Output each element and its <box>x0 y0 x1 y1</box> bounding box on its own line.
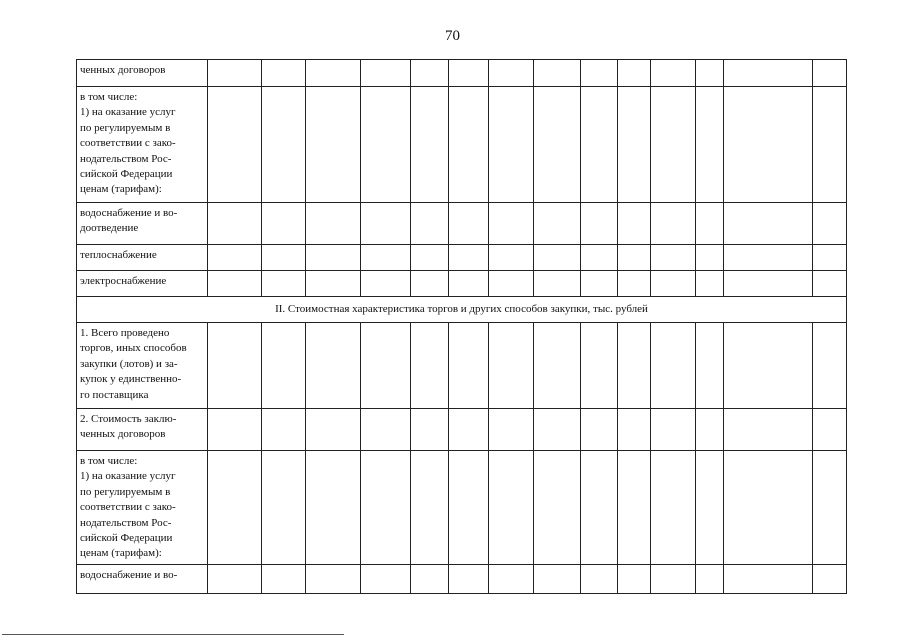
table-cell <box>208 409 262 451</box>
table-cell <box>306 245 361 271</box>
table-cell <box>618 87 651 203</box>
procurement-form-table <box>76 59 847 594</box>
table-cell <box>208 245 262 271</box>
table-cell <box>306 60 361 87</box>
row-label: теплоснабжение <box>77 245 208 271</box>
table-cell <box>411 323 449 409</box>
table-cell <box>724 60 813 87</box>
row-label: в том числе: 1) на оказание услуг по регулируемым в соответствии с зако- нодательством Рос- сийской Федерации ценам (тарифам): <box>77 451 208 565</box>
table-cell <box>489 203 534 245</box>
table-cell <box>696 271 724 297</box>
table-row <box>77 565 847 594</box>
table-cell <box>651 409 696 451</box>
table-cell <box>696 60 724 87</box>
table-cell <box>581 203 618 245</box>
table-cell <box>724 323 813 409</box>
row-label: водоснабжение и во- доотведение <box>77 203 208 245</box>
table-cell <box>306 271 361 297</box>
table-cell <box>489 565 534 594</box>
table-cell <box>449 271 489 297</box>
table-row <box>77 451 847 565</box>
table-cell <box>651 323 696 409</box>
table-row <box>77 271 847 297</box>
table-cell <box>581 565 618 594</box>
table-cell <box>618 451 651 565</box>
table-cell <box>208 203 262 245</box>
table-cell <box>262 60 306 87</box>
table-cell <box>581 271 618 297</box>
table-cell <box>411 245 449 271</box>
footnote-rule <box>2 634 344 635</box>
table-cell <box>489 245 534 271</box>
table-cell <box>411 203 449 245</box>
section-heading: II. Стоимостная характеристика торгов и других способов закупки, тыс. рублей <box>77 297 847 323</box>
table-cell <box>262 245 306 271</box>
table-cell <box>813 451 847 565</box>
table-cell <box>696 203 724 245</box>
table-cell <box>449 323 489 409</box>
table-cell <box>449 565 489 594</box>
table-cell <box>208 87 262 203</box>
table-cell <box>651 565 696 594</box>
table-cell <box>651 60 696 87</box>
table-cell <box>449 409 489 451</box>
table-cell <box>534 565 581 594</box>
table-row <box>77 323 847 409</box>
table-cell <box>696 245 724 271</box>
table-cell <box>306 203 361 245</box>
table-cell <box>618 323 651 409</box>
table-cell <box>724 245 813 271</box>
table-cell <box>813 203 847 245</box>
table-cell <box>489 323 534 409</box>
table-cell <box>208 451 262 565</box>
row-label: ченных договоров <box>77 60 208 87</box>
table-cell <box>208 565 262 594</box>
table-cell <box>489 451 534 565</box>
table-cell <box>361 565 411 594</box>
table-cell <box>361 245 411 271</box>
table-cell <box>813 565 847 594</box>
table-row <box>77 87 847 203</box>
table-cell <box>813 87 847 203</box>
table-cell <box>262 451 306 565</box>
table-cell <box>813 323 847 409</box>
table-cell <box>208 60 262 87</box>
table-cell <box>618 271 651 297</box>
table-row <box>77 203 847 245</box>
table-cell <box>306 409 361 451</box>
table-cell <box>581 245 618 271</box>
table-row <box>77 60 847 87</box>
table-cell <box>534 87 581 203</box>
table-cell <box>262 271 306 297</box>
table-cell <box>361 271 411 297</box>
table-cell <box>724 451 813 565</box>
table-cell <box>696 565 724 594</box>
table-cell <box>534 409 581 451</box>
table-row <box>77 409 847 451</box>
table-cell <box>262 87 306 203</box>
table-cell <box>651 451 696 565</box>
table-cell <box>262 203 306 245</box>
table-cell <box>361 60 411 87</box>
table-cell <box>306 451 361 565</box>
table-cell <box>651 245 696 271</box>
table-cell <box>411 409 449 451</box>
table-cell <box>262 565 306 594</box>
row-label: 2. Стоимость заклю- ченных договоров <box>77 409 208 451</box>
table-cell <box>361 87 411 203</box>
table-cell <box>361 409 411 451</box>
table-cell <box>618 245 651 271</box>
row-label: в том числе: 1) на оказание услуг по регулируемым в соответствии с зако- нодательством Рос- сийской Федерации ценам (тарифам): <box>77 87 208 203</box>
table-cell <box>361 323 411 409</box>
table-cell <box>696 87 724 203</box>
table-cell <box>696 323 724 409</box>
table-cell <box>618 203 651 245</box>
table-cell <box>534 451 581 565</box>
table-cell <box>489 87 534 203</box>
table-cell <box>813 409 847 451</box>
table-cell <box>449 60 489 87</box>
table-cell <box>581 323 618 409</box>
table-cell <box>534 203 581 245</box>
section-heading-row <box>77 297 847 323</box>
table-cell <box>411 271 449 297</box>
table-cell <box>449 87 489 203</box>
table-cell <box>651 271 696 297</box>
table-cell <box>651 87 696 203</box>
table-cell <box>651 203 696 245</box>
table-cell <box>489 271 534 297</box>
table-cell <box>262 409 306 451</box>
table-cell <box>724 203 813 245</box>
table-row <box>77 245 847 271</box>
page-number: 70 <box>445 28 460 44</box>
table-cell <box>813 245 847 271</box>
table-cell <box>262 323 306 409</box>
row-label: электроснабжение <box>77 271 208 297</box>
table-cell <box>724 271 813 297</box>
table-cell <box>581 60 618 87</box>
table-cell <box>618 60 651 87</box>
table-cell <box>534 323 581 409</box>
table-cell <box>489 409 534 451</box>
table-cell <box>534 60 581 87</box>
table-cell <box>813 60 847 87</box>
table-cell <box>306 323 361 409</box>
table-cell <box>208 323 262 409</box>
table-cell <box>306 87 361 203</box>
row-label: 1. Всего проведено торгов, иных способов закупки (лотов) и за- купок у единственно- го поставщика <box>77 323 208 409</box>
table-cell <box>724 87 813 203</box>
row-label: водоснабжение и во- <box>77 565 208 594</box>
table-cell <box>449 451 489 565</box>
table-cell <box>361 203 411 245</box>
table-cell <box>724 565 813 594</box>
table-cell <box>489 60 534 87</box>
table-cell <box>724 409 813 451</box>
table-cell <box>581 451 618 565</box>
table-cell <box>696 409 724 451</box>
table-cell <box>696 451 724 565</box>
table-cell <box>534 245 581 271</box>
table-cell <box>618 565 651 594</box>
table-cell <box>618 409 651 451</box>
table-cell <box>813 271 847 297</box>
table-cell <box>208 271 262 297</box>
table-cell <box>411 565 449 594</box>
table-cell <box>411 87 449 203</box>
table-cell <box>361 451 411 565</box>
table-cell <box>581 409 618 451</box>
table-cell <box>449 245 489 271</box>
table-cell <box>306 565 361 594</box>
table-cell <box>411 451 449 565</box>
table-cell <box>449 203 489 245</box>
table-cell <box>534 271 581 297</box>
table-cell <box>411 60 449 87</box>
table-cell <box>581 87 618 203</box>
